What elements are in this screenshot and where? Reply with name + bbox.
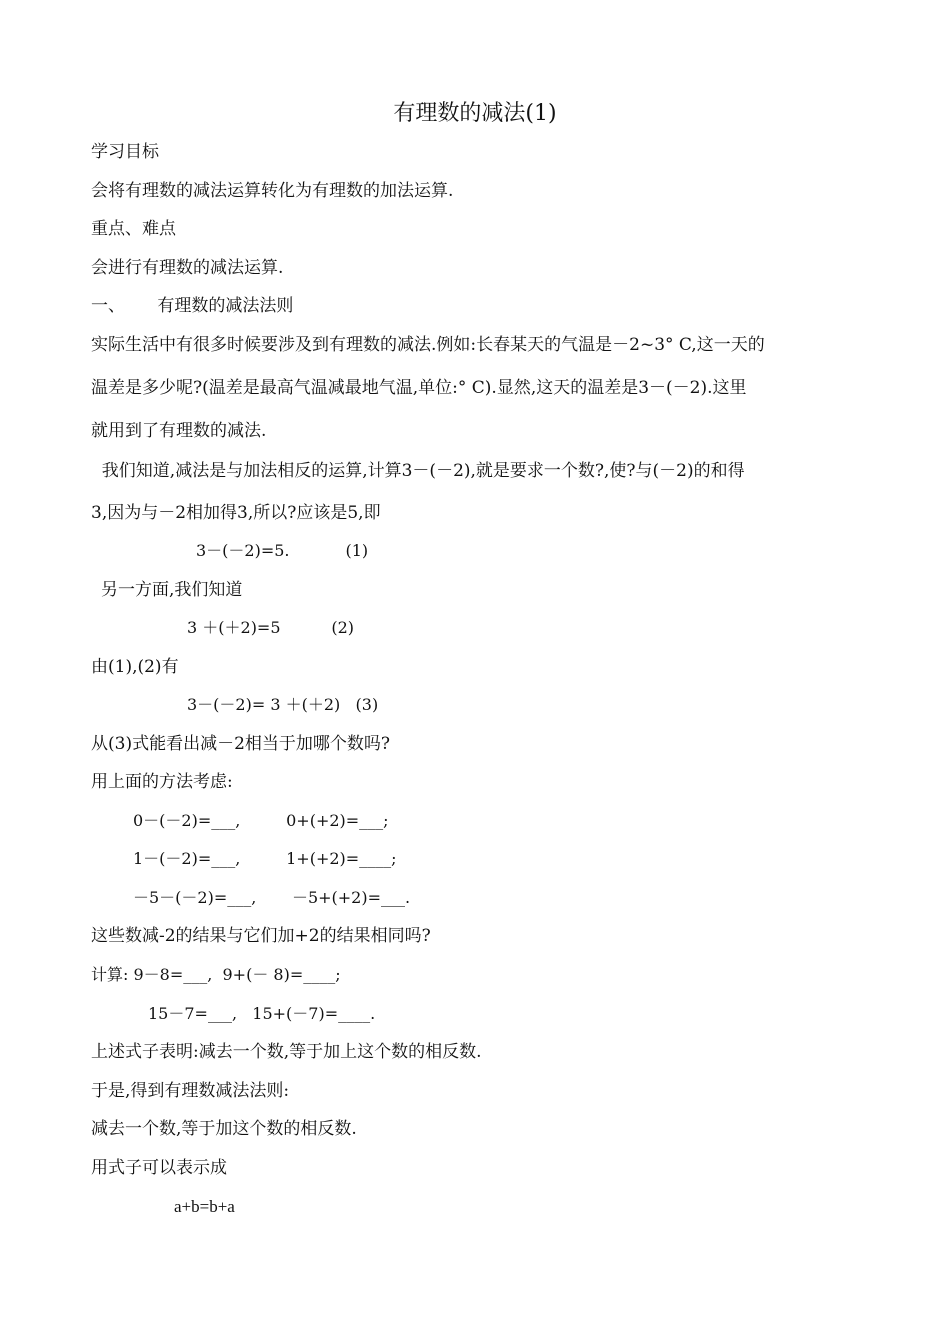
rule-statement: 减去一个数,等于加这个数的相反数. — [91, 1119, 357, 1139]
paragraph-line: 温差是多少呢?(温差是最高气温减最地气温,单位:° C).显然,这天的温差是3－(－2).这里 — [91, 378, 747, 398]
paragraph-key-point: 会进行有理数的减法运算. — [91, 258, 284, 278]
paragraph-line: 于是,得到有理数减法法则: — [91, 1081, 290, 1101]
question-line: 从(3)式能看出减－2相当于加哪个数吗? — [91, 734, 391, 754]
equation-3: 3－(－2)= 3 ＋(＋2) (3) — [187, 695, 379, 714]
paragraph-line: 3,因为与－2相加得3,所以?应该是5,即 — [91, 503, 381, 523]
paragraph-line: 用式子可以表示成 — [91, 1158, 227, 1178]
question-line: 这些数减-2的结果与它们加+2的结果相同吗? — [91, 926, 431, 946]
heading-learning-goals: 学习目标 — [91, 142, 159, 162]
exercise-row: 15－7=___, 15+(－7)=____. — [148, 1004, 376, 1023]
exercise-row: 1－(－2)=___, 1+(+2)=____; — [133, 849, 397, 868]
section-heading: 一、 有理数的减法法则 — [91, 296, 294, 316]
formula-expression: a+b=b+a — [174, 1197, 235, 1216]
exercise-row: －5－(－2)=___, －5+(+2)=___. — [133, 888, 411, 907]
equation-1: 3－(－2)=5. (1) — [196, 541, 369, 560]
paragraph-line: 实际生活中有很多时候要涉及到有理数的减法.例如:长春某天的气温是－2~3° C,这一天的 — [91, 335, 765, 355]
paragraph-line: 用上面的方法考虑: — [91, 772, 233, 792]
exercise-row: 0－(－2)=___, 0+(+2)=___; — [133, 811, 389, 830]
paragraph-line: 就用到了有理数的减法. — [91, 421, 267, 441]
document-title: 有理数的减法(1) — [393, 101, 557, 126]
exercise-row: 计算: 9－8=___, 9+(－ 8)=____; — [91, 965, 341, 984]
equation-2: 3 ＋(＋2)=5 (2) — [187, 618, 355, 637]
paragraph-line: 由(1),(2)有 — [91, 657, 179, 677]
paragraph-line: 我们知道,减法是与加法相反的运算,计算3－(－2),就是要求一个数?,使?与(－2)的和得 — [91, 461, 745, 481]
heading-key-points: 重点、难点 — [91, 219, 176, 239]
paragraph-line: 上述式子表明:减去一个数,等于加上这个数的相反数. — [91, 1042, 482, 1062]
paragraph-goal: 会将有理数的减法运算转化为有理数的加法运算. — [91, 181, 454, 201]
paragraph-line: 另一方面,我们知道 — [101, 580, 243, 600]
